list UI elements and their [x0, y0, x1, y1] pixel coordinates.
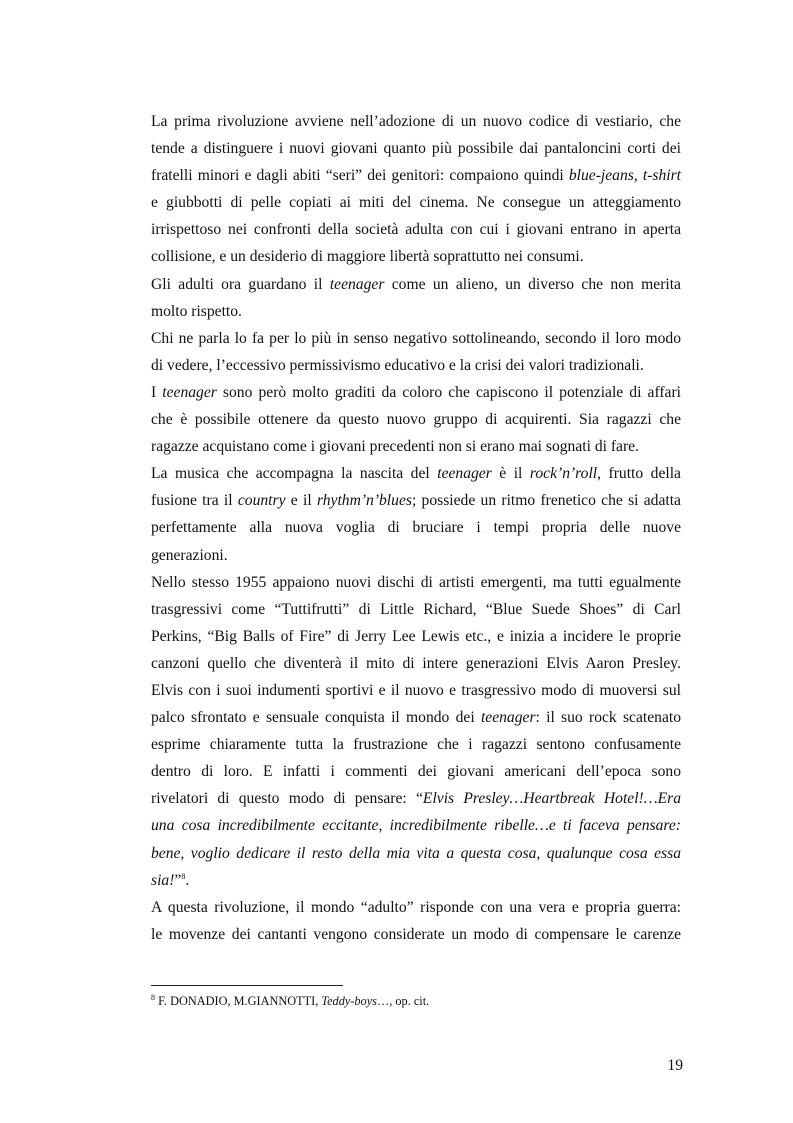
quote-italic: Elvis Presley…Heartbreak Hotel!…Era [422, 790, 682, 808]
footnote-number: 8 [151, 992, 155, 1002]
page-number: 19 [667, 1057, 683, 1074]
text-line [151, 650, 681, 677]
text-line [151, 135, 681, 162]
body-text [151, 108, 681, 948]
text-line [151, 379, 681, 406]
text-run: irrispettoso nei confronti della società adulta con cui i giovani entrano in aperta [151, 221, 681, 239]
quote-italic: bene, voglio dedicare il resto della mia vita a questa cosa, qualunque cosa essa [151, 844, 681, 862]
text-line [151, 460, 681, 487]
text-line [151, 894, 681, 921]
text-line [151, 487, 681, 514]
text-line [151, 298, 681, 325]
text-run: è il [491, 465, 530, 483]
text-run: A questa rivoluzione, il mondo “adulto” risponde con una vera e propria guerra: [151, 898, 681, 916]
text-line [151, 731, 681, 758]
text-run: Gli adulti ora guardano il [151, 275, 330, 293]
text-line [151, 271, 681, 298]
text-run: e il [285, 492, 317, 510]
text-run: . [185, 871, 190, 889]
text-run: perfettamente alla nuova voglia di bruciare i tempi propria delle nuove [151, 519, 681, 537]
text-run: canzoni quello che diventerà il mito di intere generazioni Elvis Aaron Presley. [151, 654, 681, 672]
text-line [151, 406, 681, 433]
text-line [151, 433, 681, 460]
text-line [151, 677, 681, 704]
text-run: La musica che accompagna la nascita del [151, 465, 438, 483]
text-line [151, 162, 681, 189]
italic-term: rhythm’n’blues [316, 492, 412, 510]
text-line [151, 325, 681, 352]
text-line [151, 108, 681, 135]
text-line [151, 216, 681, 243]
text-line [151, 542, 681, 569]
text-line [151, 352, 681, 379]
text-line [151, 812, 681, 839]
text-run: tende a distinguere i nuovi giovani quanto più possibile dai pantaloncini corti dei [151, 140, 681, 158]
italic-term: country [237, 492, 286, 510]
text-run: , frutto della [597, 465, 681, 483]
text-run: e giubbotti di pelle copiati ai miti del cinema. Ne consegue un atteggiamento [151, 194, 681, 212]
italic-term: teenager [437, 465, 492, 483]
text-run: ” [174, 871, 182, 889]
text-run: Elvis con i suoi indumenti sportivi e il nuovo e trasgressivo modo di muoversi sul [151, 681, 681, 699]
text-run: rivelatori di questo modo di pensare: “ [151, 790, 423, 808]
text-run: Perkins, “Big Balls of Fire” di Jerry Lee Lewis etc., e inizia a incidere le proprie [151, 627, 681, 645]
text-line [151, 623, 681, 650]
text-line [151, 704, 681, 731]
footnote [151, 993, 429, 1009]
text-line [151, 569, 681, 596]
footnote-separator [151, 985, 343, 986]
italic-term: teenager [162, 383, 217, 401]
text-line [151, 921, 681, 948]
text-run: Nello stesso 1955 appaiono nuovi dischi di artisti emergenti, ma tutti egualmente [151, 573, 681, 591]
footnote-marker[interactable]: 8 [181, 871, 186, 881]
text-line [151, 785, 681, 812]
text-line [151, 840, 681, 867]
text-run: fratelli minori e dagli abiti “seri” dei genitori: compaiono quindi [151, 167, 569, 185]
text-line [151, 758, 681, 785]
text-run: : il suo rock scatenato [535, 709, 681, 727]
text-line [151, 243, 681, 270]
text-run: come un alieno, un diverso che non merita [384, 275, 681, 293]
footnote-suffix: …, op. cit. [376, 994, 430, 1008]
italic-term: rock’n’roll [529, 465, 598, 483]
text-run: di vedere, l’eccessivo permissivismo educativo e la crisi dei valori tradizionali. [151, 356, 644, 374]
footnote-title: Teddy-boys [321, 994, 377, 1008]
italic-term: teenager [480, 709, 536, 727]
text-run: esprime chiaramente tutta la frustrazione che i ragazzi sentono confusamente [151, 736, 681, 754]
text-line [151, 867, 681, 894]
text-run: generazioni. [151, 546, 228, 564]
text-line [151, 596, 681, 623]
quote-italic: sia! [151, 871, 175, 889]
text-run: dentro di loro. E infatti i commenti dei giovani americani dell’epoca sono [151, 763, 681, 781]
text-run: trasgressivi come “Tuttifrutti” di Little Richard, “Blue Suede Shoes” di Carl [151, 600, 681, 618]
text-run: Chi ne parla lo fa per lo più in senso negativo sottolineando, secondo il loro modo [151, 329, 681, 347]
text-run: le movenze dei cantanti vengono considerate un modo di compensare le carenze [151, 925, 681, 943]
text-run: molto rispetto. [151, 302, 242, 320]
text-run: che è possibile ottenere da questo nuovo gruppo di acquirenti. Sia ragazzi che [151, 411, 681, 429]
italic-term: t-shirt [642, 167, 682, 185]
italic-term: blue-jeans [568, 167, 634, 185]
text-run: sono però molto graditi da coloro che capiscono il potenziale di affari [216, 383, 681, 401]
text-run: palco sfrontato e sensuale conquista il mondo dei [151, 709, 481, 727]
text-run: La prima rivoluzione avviene nell’adozione di un nuovo codice di vestiario, che [151, 113, 681, 130]
quote-italic: una cosa incredibilmente eccitante, incredibilmente ribelle…e ti faceva pensare: [151, 817, 681, 835]
footnote-text: F. DONADIO, M.GIANNOTTI, [155, 994, 322, 1008]
text-line [151, 514, 681, 541]
text-run: fusione tra il [151, 492, 238, 510]
text-line [151, 189, 681, 216]
text-run: ; possiede un ritmo frenetico che si adatta [411, 492, 681, 510]
text-run: ragazze acquistano come i giovani precedenti non si erano mai sognati di fare. [151, 438, 639, 456]
italic-term: teenager [329, 275, 385, 293]
text-run: I [151, 383, 163, 401]
text-run: collisione, e un desiderio di maggiore libertà soprattutto nei consumi. [151, 248, 584, 266]
text-run: , [633, 167, 643, 185]
